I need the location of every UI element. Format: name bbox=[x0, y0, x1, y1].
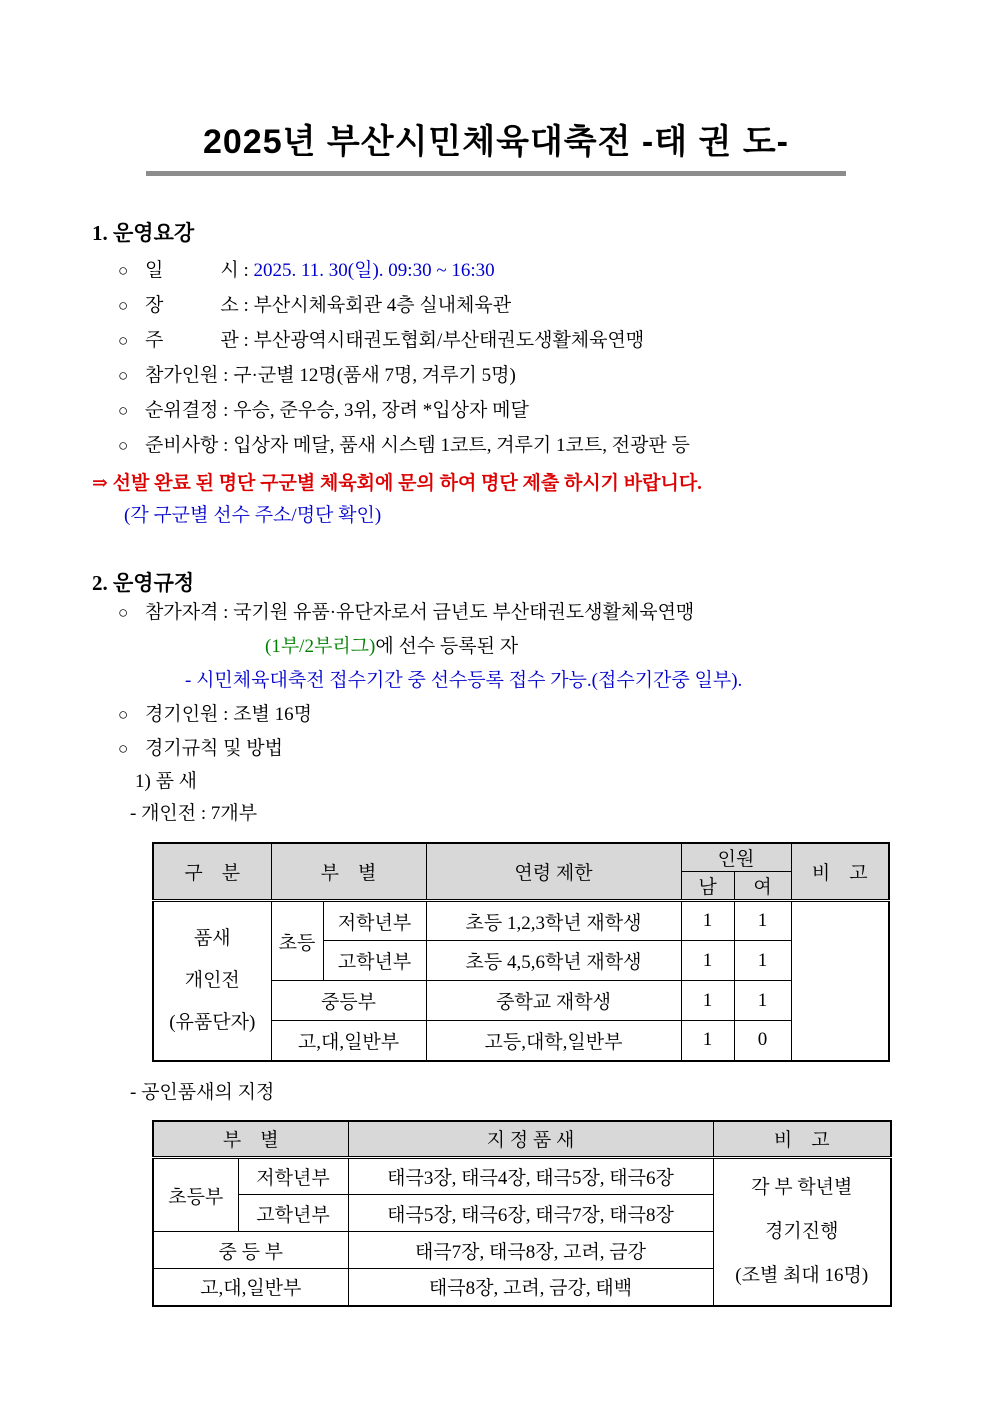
list-item-ranking bbox=[118, 393, 992, 428]
female-count-cell: 1 bbox=[734, 941, 791, 981]
table-row bbox=[153, 1158, 891, 1195]
list-item-preparation bbox=[118, 428, 992, 463]
item-value-date: 2025. 11. 30(일). 09:30 ~ 16:30 bbox=[253, 260, 495, 281]
red-notice: ⇒ 선발 완료 된 명단 구군별 체육회에 문의 하여 명단 제출 하시기 바랍니다. bbox=[92, 473, 702, 494]
poomsae-individual-table bbox=[152, 842, 890, 1062]
item-separator: : bbox=[218, 435, 234, 456]
section2-heading: 2. 운영규정 bbox=[92, 571, 195, 595]
poomsae-subheading: 1) 품 새 bbox=[135, 771, 198, 792]
header-female: 여 bbox=[734, 872, 791, 901]
male-count-cell: 1 bbox=[681, 941, 734, 981]
female-count-cell: 1 bbox=[734, 981, 791, 1021]
section1-heading: 1. 운영요강 bbox=[92, 221, 195, 245]
item-label: 주 관 bbox=[145, 330, 239, 351]
section1-items bbox=[0, 253, 992, 463]
item-separator: : bbox=[238, 330, 254, 351]
poomsae-cell: 태극7장, 태극8장, 고려, 금강 bbox=[348, 1232, 713, 1269]
remarks-line: 각 부 학년별 bbox=[751, 1176, 853, 1198]
level-cell: 초등 bbox=[271, 901, 323, 981]
group-line: (유품단자) bbox=[169, 1011, 256, 1033]
item-value-participants: 구·군별 12명(품새 7명, 겨루기 5명) bbox=[233, 365, 516, 386]
official-poomsae-subheading: - 공인품새의 지정 bbox=[130, 1081, 275, 1103]
remarks-line: 경기진행 bbox=[765, 1220, 839, 1242]
remarks-cell bbox=[713, 1158, 891, 1306]
male-count-cell: 1 bbox=[681, 1021, 734, 1061]
age-cell: 중학교 재학생 bbox=[426, 981, 681, 1021]
item-separator: : bbox=[238, 295, 254, 316]
table-row bbox=[153, 901, 889, 941]
item-value-preparation: 입상자 메달, 품새 시스템 1코트, 겨루기 1코트, 전광판 등 bbox=[233, 435, 690, 456]
players-text: 경기인원 : 조별 16명 bbox=[145, 704, 313, 725]
poomsae-cell: 태극8장, 고려, 금강, 태백 bbox=[348, 1269, 713, 1306]
dept-cell: 저학년부 bbox=[238, 1158, 348, 1195]
poomsae-cell: 태극3장, 태극4장, 태극5장, 태극6장 bbox=[348, 1158, 713, 1195]
remarks-line: (조별 최대 16명) bbox=[735, 1264, 869, 1286]
item-value-ranking: 우승, 준우승, 3위, 장려 *입상자 메달 bbox=[233, 400, 529, 421]
group-line: 품새 bbox=[193, 927, 231, 949]
item-label: 준비사항 bbox=[145, 435, 219, 456]
circle-bullet: ○ bbox=[118, 331, 129, 350]
league-line bbox=[265, 630, 992, 664]
circle-bullet: ○ bbox=[118, 436, 129, 455]
header-designated-poomsae: 지 정 품 새 bbox=[348, 1121, 713, 1158]
item-label: 일 시 bbox=[145, 260, 239, 281]
dept-cell: 고학년부 bbox=[238, 1195, 348, 1232]
female-count-cell: 1 bbox=[734, 901, 791, 941]
players-line bbox=[118, 698, 992, 732]
header-bigo: 비 고 bbox=[713, 1121, 891, 1158]
header-age-limit: 연령 제한 bbox=[426, 843, 681, 901]
item-separator: : bbox=[218, 400, 234, 421]
dept-cell: 고,대,일반부 bbox=[271, 1021, 426, 1061]
dept-cell: 중등부 bbox=[271, 981, 426, 1021]
dept-cell: 고학년부 bbox=[323, 941, 426, 981]
circle-bullet: ○ bbox=[118, 603, 129, 622]
dept-cell: 중 등 부 bbox=[153, 1232, 348, 1269]
circle-bullet: ○ bbox=[118, 366, 129, 385]
header-bubyeol: 부 별 bbox=[153, 1121, 348, 1158]
rules-line bbox=[118, 732, 992, 766]
individual-event-line: - 개인전 : 7개부 bbox=[130, 803, 258, 824]
remarks-cell bbox=[791, 901, 889, 1061]
eligibility-label: 참가자격 bbox=[145, 602, 219, 623]
male-count-cell: 1 bbox=[681, 901, 734, 941]
official-poomsae-table bbox=[152, 1120, 892, 1307]
header-male: 남 bbox=[681, 872, 734, 901]
group-cell: 초등부 bbox=[153, 1158, 238, 1232]
item-value-organizer: 부산광역시태권도협회/부산태권도생활체육연맹 bbox=[253, 330, 645, 351]
circle-bullet: ○ bbox=[118, 296, 129, 315]
eligibility-separator: : bbox=[218, 602, 234, 623]
item-label: 장 소 bbox=[145, 295, 239, 316]
rules-text: 경기규칙 및 방법 bbox=[145, 738, 283, 759]
female-count-cell: 0 bbox=[734, 1021, 791, 1061]
circle-bullet: ○ bbox=[118, 261, 129, 280]
header-bigo: 비 고 bbox=[791, 843, 889, 901]
male-count-cell: 1 bbox=[681, 981, 734, 1021]
group-cell bbox=[153, 901, 271, 1061]
page-title: 2025년 부산시민체육대축전 -태 권 도- bbox=[202, 123, 790, 161]
header-bubyeol: 부 별 bbox=[271, 843, 426, 901]
list-item-date bbox=[118, 253, 992, 288]
age-cell: 초등 1,2,3학년 재학생 bbox=[426, 901, 681, 941]
list-item-place bbox=[118, 288, 992, 323]
circle-bullet: ○ bbox=[118, 401, 129, 420]
list-item-organizer bbox=[118, 323, 992, 358]
age-cell: 초등 4,5,6학년 재학생 bbox=[426, 941, 681, 981]
poomsae-cell: 태극5장, 태극6장, 태극7장, 태극8장 bbox=[348, 1195, 713, 1232]
blue-notice: (각 구군별 선수 주소/명단 확인) bbox=[124, 505, 382, 526]
age-cell: 고등,대학,일반부 bbox=[426, 1021, 681, 1061]
item-separator: : bbox=[218, 365, 234, 386]
registration-note: - 시민체육대축전 접수기간 중 선수등록 접수 가능.(접수기간중 일부). bbox=[185, 670, 743, 691]
list-item-participants bbox=[118, 358, 992, 393]
header-inwon: 인원 bbox=[681, 843, 791, 872]
eligibility-text: 국기원 유품·유단자로서 금년도 부산태권도생활체육연맹 bbox=[233, 602, 695, 623]
dept-cell: 저학년부 bbox=[323, 901, 426, 941]
item-separator: : bbox=[238, 260, 254, 281]
dept-cell: 고,대,일반부 bbox=[153, 1269, 348, 1306]
league-black-text: 에 선수 등록된 자 bbox=[375, 636, 519, 657]
header-gubun: 구 분 bbox=[153, 843, 271, 901]
title-underline bbox=[146, 171, 846, 176]
circle-bullet: ○ bbox=[118, 705, 129, 724]
item-label: 참가인원 bbox=[145, 365, 219, 386]
item-label: 순위결정 bbox=[145, 400, 219, 421]
eligibility-line bbox=[118, 596, 992, 630]
league-green-text: (1부/2부리그) bbox=[265, 636, 376, 657]
group-line: 개인전 bbox=[184, 969, 240, 991]
item-value-place: 부산시체육회관 4층 실내체육관 bbox=[253, 295, 512, 316]
circle-bullet: ○ bbox=[118, 739, 129, 758]
